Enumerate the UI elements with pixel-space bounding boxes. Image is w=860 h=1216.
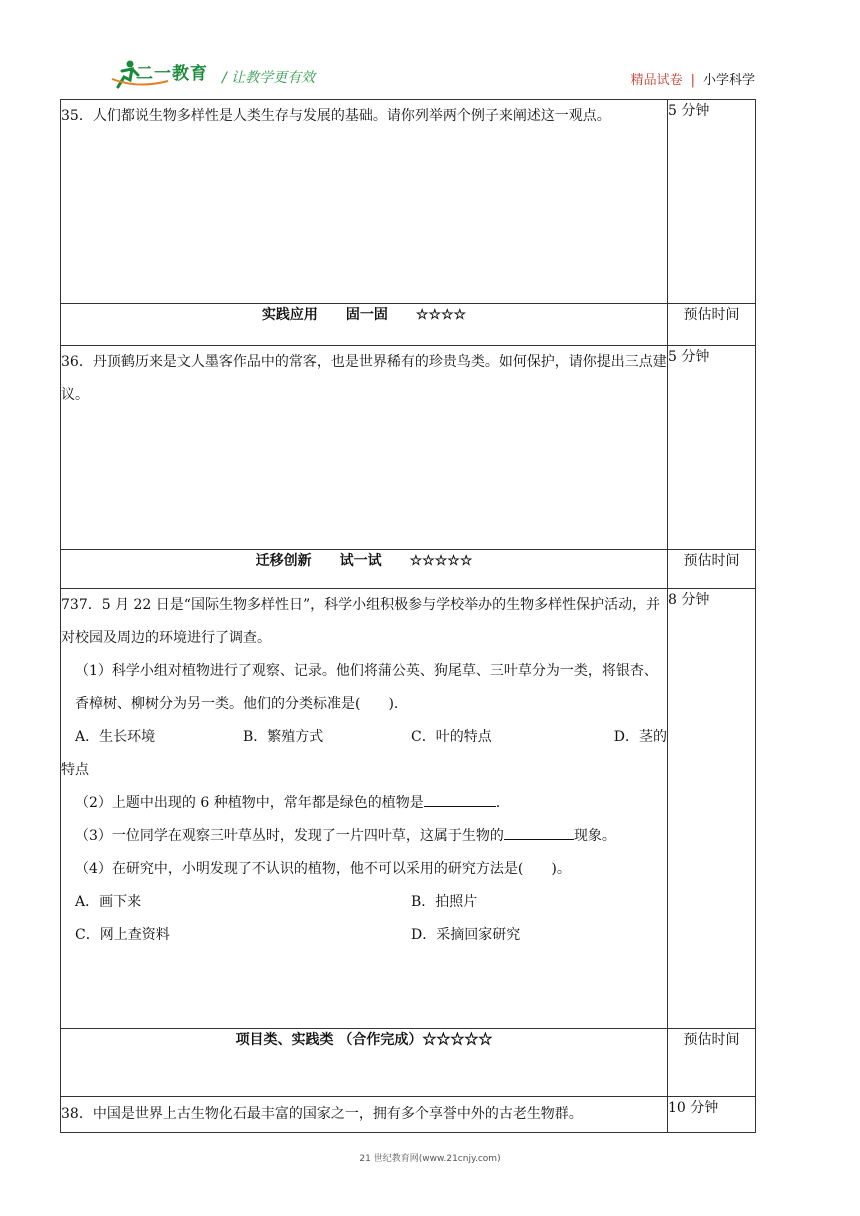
section-practice-name: 实践应用	[261, 307, 318, 323]
section-project-title: 项目类、实践类 （合作完成）☆☆☆☆☆	[61, 1029, 668, 1097]
header-right	[631, 69, 755, 88]
section-row-project	[61, 1029, 756, 1097]
question-37-part-3-end: 现象。	[573, 828, 616, 844]
question-35-text: 35．人们都说生物多样性是人类生存与发展的基础。请你列举两个例子来阐述这一观点。	[61, 100, 668, 304]
section-project-time-header: 预估时间	[668, 1029, 756, 1097]
option-d: D．采摘回家研究	[411, 927, 521, 943]
section-practice-title	[61, 304, 668, 346]
question-row-35	[61, 100, 756, 304]
question-row-38	[61, 1097, 756, 1133]
option-c: C．叶的特点	[411, 729, 492, 745]
tag-label: 精品试卷	[630, 73, 683, 88]
option-c: C．网上查资料	[75, 927, 170, 943]
section-row-practice	[61, 304, 756, 346]
question-37-intro: 737．5 月 22 日是“国际生物多样性日”，科学小组积极参与学校举办的生物多样性保护活动，并对校园及周边的环境进行了调查。	[61, 597, 661, 646]
question-37-part-4-options-row-2	[61, 919, 667, 952]
question-37-part-2-text: （2）上题中出现的 6 种植物中，常年都是绿色的植物是	[75, 795, 424, 811]
option-b: B．拍照片	[411, 894, 478, 910]
option-b: B．繁殖方式	[243, 729, 324, 745]
question-35-time: 5 分钟	[668, 100, 756, 304]
worksheet-table	[60, 99, 756, 1133]
answer-blank-3[interactable]	[504, 821, 574, 840]
option-a: A．画下来	[75, 894, 142, 910]
question-37-body	[61, 589, 668, 1029]
section-practice-stars: ☆☆☆☆	[415, 307, 467, 323]
page-footer: 21 世纪教育网(www.21cnjy.com)	[359, 1154, 501, 1164]
section-transfer-stars: ☆☆☆☆☆	[409, 553, 473, 569]
question-row-37	[61, 589, 756, 1029]
question-37-part-2	[61, 787, 667, 820]
question-37-part-4-options-row-1	[61, 886, 667, 919]
question-37-part-3	[61, 820, 667, 853]
header-separator: |	[690, 73, 695, 88]
question-37-part-3-text: （3）一位同学在观察三叶草丛时，发现了一片四叶草，这属于生物的	[75, 828, 504, 844]
page-header	[100, 55, 755, 95]
question-37-part-1: （1）科学小组对植物进行了观察、记录。他们将蒲公英、狗尾草、三叶草分为一类，将银杏、香樟树、柳树分为另一类。他们的分类标准是( ).	[75, 663, 658, 712]
section-transfer-time-header: 预估时间	[668, 550, 756, 589]
answer-blank-2[interactable]	[424, 788, 496, 807]
question-37-time: 8 分钟	[668, 589, 756, 1029]
section-practice-time-header: 预估时间	[668, 304, 756, 346]
slogan: / 让教学更有效	[222, 70, 316, 86]
question-36-text: 36．丹顶鹤历来是文人墨客作品中的常客，也是世界稀有的珍贵鸟类。如何保护，请你提出三点建议。	[61, 346, 668, 550]
section-transfer-name: 迁移创新	[255, 553, 312, 569]
section-practice-sub: 固一固	[345, 307, 388, 323]
section-transfer-sub: 试一试	[339, 553, 382, 569]
section-transfer-title	[61, 550, 668, 589]
question-row-36	[61, 346, 756, 550]
logo-text: 二一教育	[136, 64, 208, 84]
question-37-part-1-tail: 特点	[61, 762, 89, 778]
question-38-time: 10 分钟	[668, 1097, 756, 1133]
question-37-part-4: （4）在研究中，小明发现了不认识的植物，他不可以采用的研究方法是( )。	[75, 861, 571, 877]
question-38-text: 38．中国是世界上古生物化石最丰富的国家之一，拥有多个享誉中外的古老生物群。	[61, 1097, 668, 1133]
question-37-part-2-end: .	[495, 795, 501, 811]
question-37-part-1-options	[61, 721, 667, 754]
question-36-time: 5 分钟	[668, 346, 756, 550]
section-row-transfer	[61, 550, 756, 589]
option-d: D．茎的	[613, 729, 667, 745]
option-a: A．生长环境	[75, 729, 156, 745]
subject-label: 小学科学	[702, 73, 755, 88]
